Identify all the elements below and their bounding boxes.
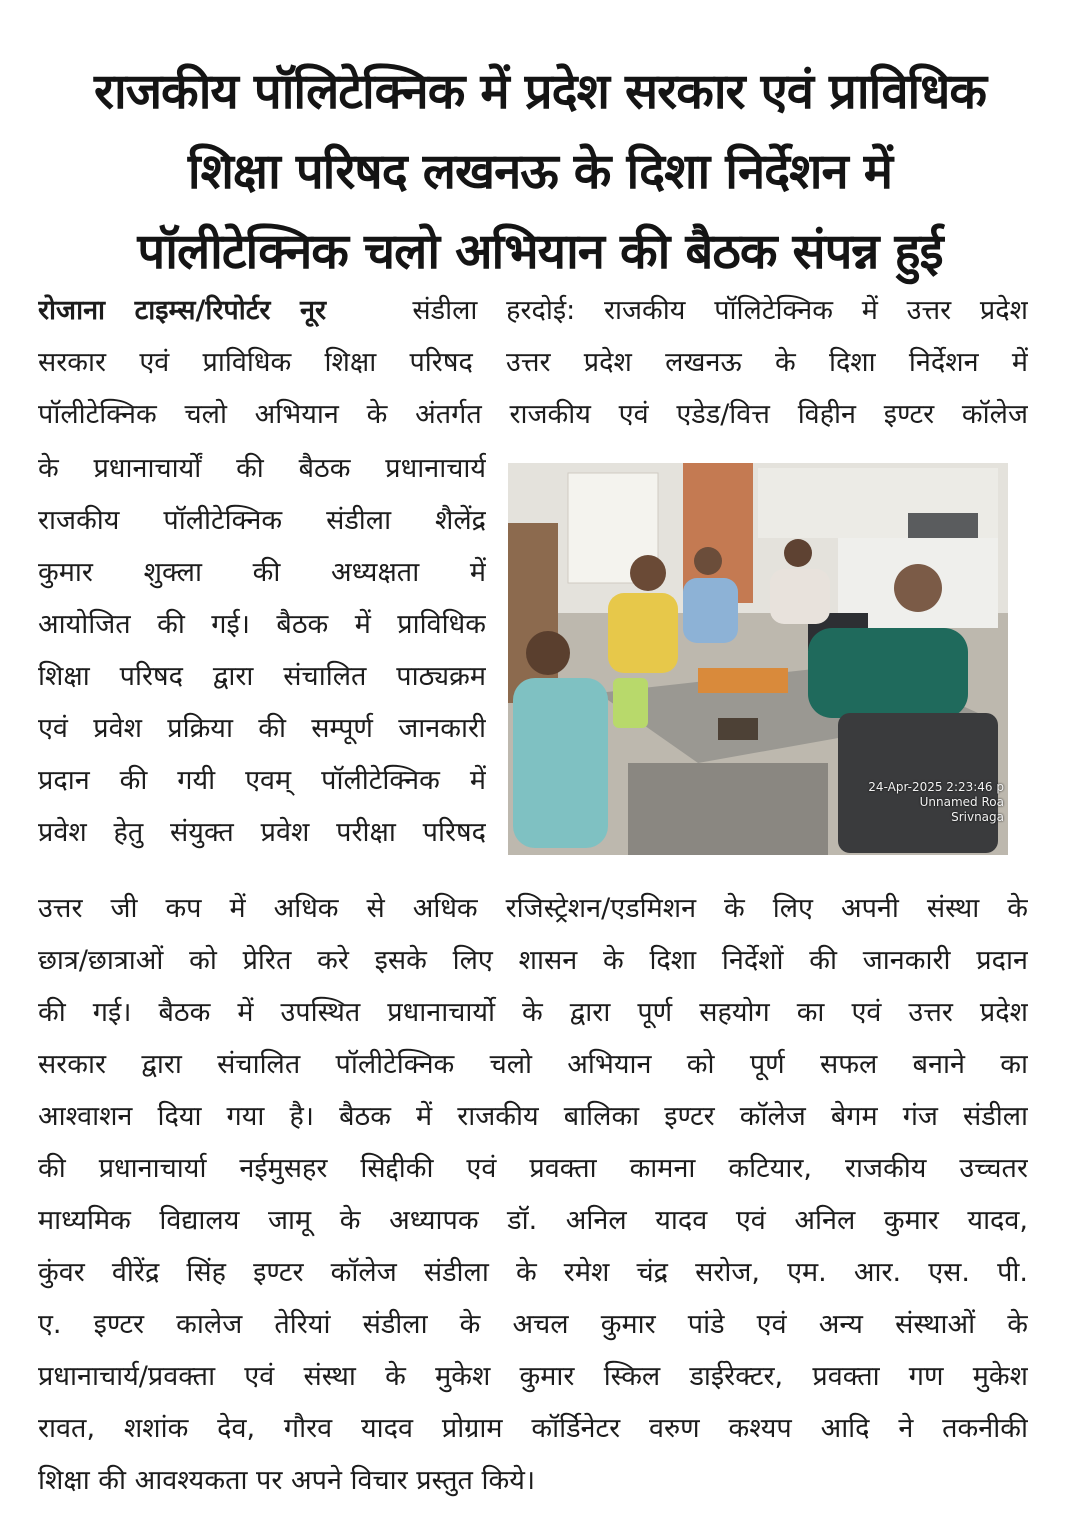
intro-line-3: पॉलीटेक्निक चलो अभियान के अंतर्गत राजकीय एवं एडेड/वित्त विहीन इण्टर कॉलेज bbox=[38, 399, 1028, 430]
body-line: सरकार द्वारा संचालित पॉलीटेक्निक चलो अभियान को पूर्ण सफल बनाने का bbox=[38, 1049, 1028, 1080]
body-line: कुंवर वीरेंद्र सिंह इण्टर कॉलेज संडीला के रमेश चंद्र सरोज, एम. आर. एस. पी. bbox=[38, 1257, 1028, 1288]
article-column bbox=[38, 443, 486, 859]
article-continuation bbox=[38, 883, 1028, 1507]
column-line: राजकीय पॉलीटेक्निक संडीला शैलेंद्र bbox=[38, 505, 486, 536]
meeting-photo bbox=[508, 463, 1008, 855]
body-line: शिक्षा की आवश्यकता पर अपने विचार प्रस्तुत किये। bbox=[38, 1465, 536, 1496]
column-line: प्रदान की गयी एवम् पॉलीटेक्निक में bbox=[38, 765, 486, 796]
column-line: के प्रधानाचार्यों की बैठक प्रधानाचार्य bbox=[38, 453, 486, 484]
intro-line-2: सरकार एवं प्राविधिक शिक्षा परिषद उत्तर प्रदेश लखनऊ के दिशा निर्देशन में bbox=[38, 347, 1028, 378]
body-line: छात्र/छात्राओं को प्रेरित करे इसके लिए शासन के दिशा निर्देशों की जानकारी प्रदान bbox=[38, 945, 1028, 976]
column-line: कुमार शुक्ला की अध्यक्षता में bbox=[38, 557, 486, 588]
headline-line-3: पॉलीटेक्निक चलो अभियान की बैठक संपन्न हुई bbox=[137, 223, 943, 280]
body-line: रावत, शशांक देव, गौरव यादव प्रोग्राम कॉर्डिनेटर वरुण कश्यप आदि ने तकनीकी bbox=[38, 1413, 1028, 1444]
headline bbox=[20, 52, 1060, 292]
body-line: आश्वाशन दिया गया है। बैठक में राजकीय बालिका इण्टर कॉलेज बेगम गंज संडीला bbox=[38, 1101, 1028, 1132]
column-line: प्रवेश हेतु संयुक्त प्रवेश परीक्षा परिषद bbox=[38, 817, 486, 848]
body-line: माध्यमिक विद्यालय जामू के अध्यापक डॉ. अनिल यादव एवं अनिल कुमार यादव, bbox=[38, 1205, 1028, 1236]
headline-line-1: राजकीय पॉलिटेक्निक में प्रदेश सरकार एवं प्राविधिक bbox=[93, 63, 987, 120]
column-line: आयोजित की गई। बैठक में प्राविधिक bbox=[38, 609, 486, 640]
column-line: एवं प्रवेश प्रक्रिया की सम्पूर्ण जानकारी bbox=[38, 713, 486, 744]
body-line: प्रधानाचार्य/प्रवक्ता एवं संस्था के मुकेश कुमार स्किल डाईरेक्टर, प्रवक्ता गण मुकेश bbox=[38, 1361, 1028, 1392]
headline-line-2: शिक्षा परिषद लखनऊ के दिशा निर्देशन में bbox=[187, 143, 893, 200]
column-line: शिक्षा परिषद द्वारा संचालित पाठ्यक्रम bbox=[38, 661, 486, 692]
photo-timestamp-overlay bbox=[868, 780, 1004, 825]
dateline-text: संडीला हरदोई: राजकीय पॉलिटेक्निक में उत्तर प्रदेश bbox=[412, 295, 1028, 326]
photo-location-1: Unnamed Roa bbox=[919, 795, 1004, 809]
body-line: उत्तर जी कप में अधिक से अधिक रजिस्ट्रेशन/एडमिशन के लिए अपनी संस्था के bbox=[38, 893, 1028, 924]
article-intro bbox=[38, 285, 1028, 441]
byline: रोजाना टाइम्स/रिपोर्टर नूर bbox=[38, 295, 327, 326]
body-line: की गई। बैठक में उपस्थित प्रधानाचार्यो के द्वारा पूर्ण सहयोग का एवं उत्तर प्रदेश bbox=[38, 997, 1028, 1028]
intro-line-1 bbox=[38, 285, 1028, 337]
body-line: की प्रधानाचार्या नईमुसहर सिद्दीकी एवं प्रवक्ता कामना कटियार, राजकीय उच्चतर bbox=[38, 1153, 1028, 1184]
photo-location-2: Srivnaga bbox=[951, 810, 1004, 824]
photo-timestamp: 24-Apr-2025 2:23:46 p bbox=[868, 780, 1004, 794]
body-line: ए. इण्टर कालेज तेरियां संडीला के अचल कुमार पांडे एवं अन्य संस्थाओं के bbox=[38, 1309, 1028, 1340]
